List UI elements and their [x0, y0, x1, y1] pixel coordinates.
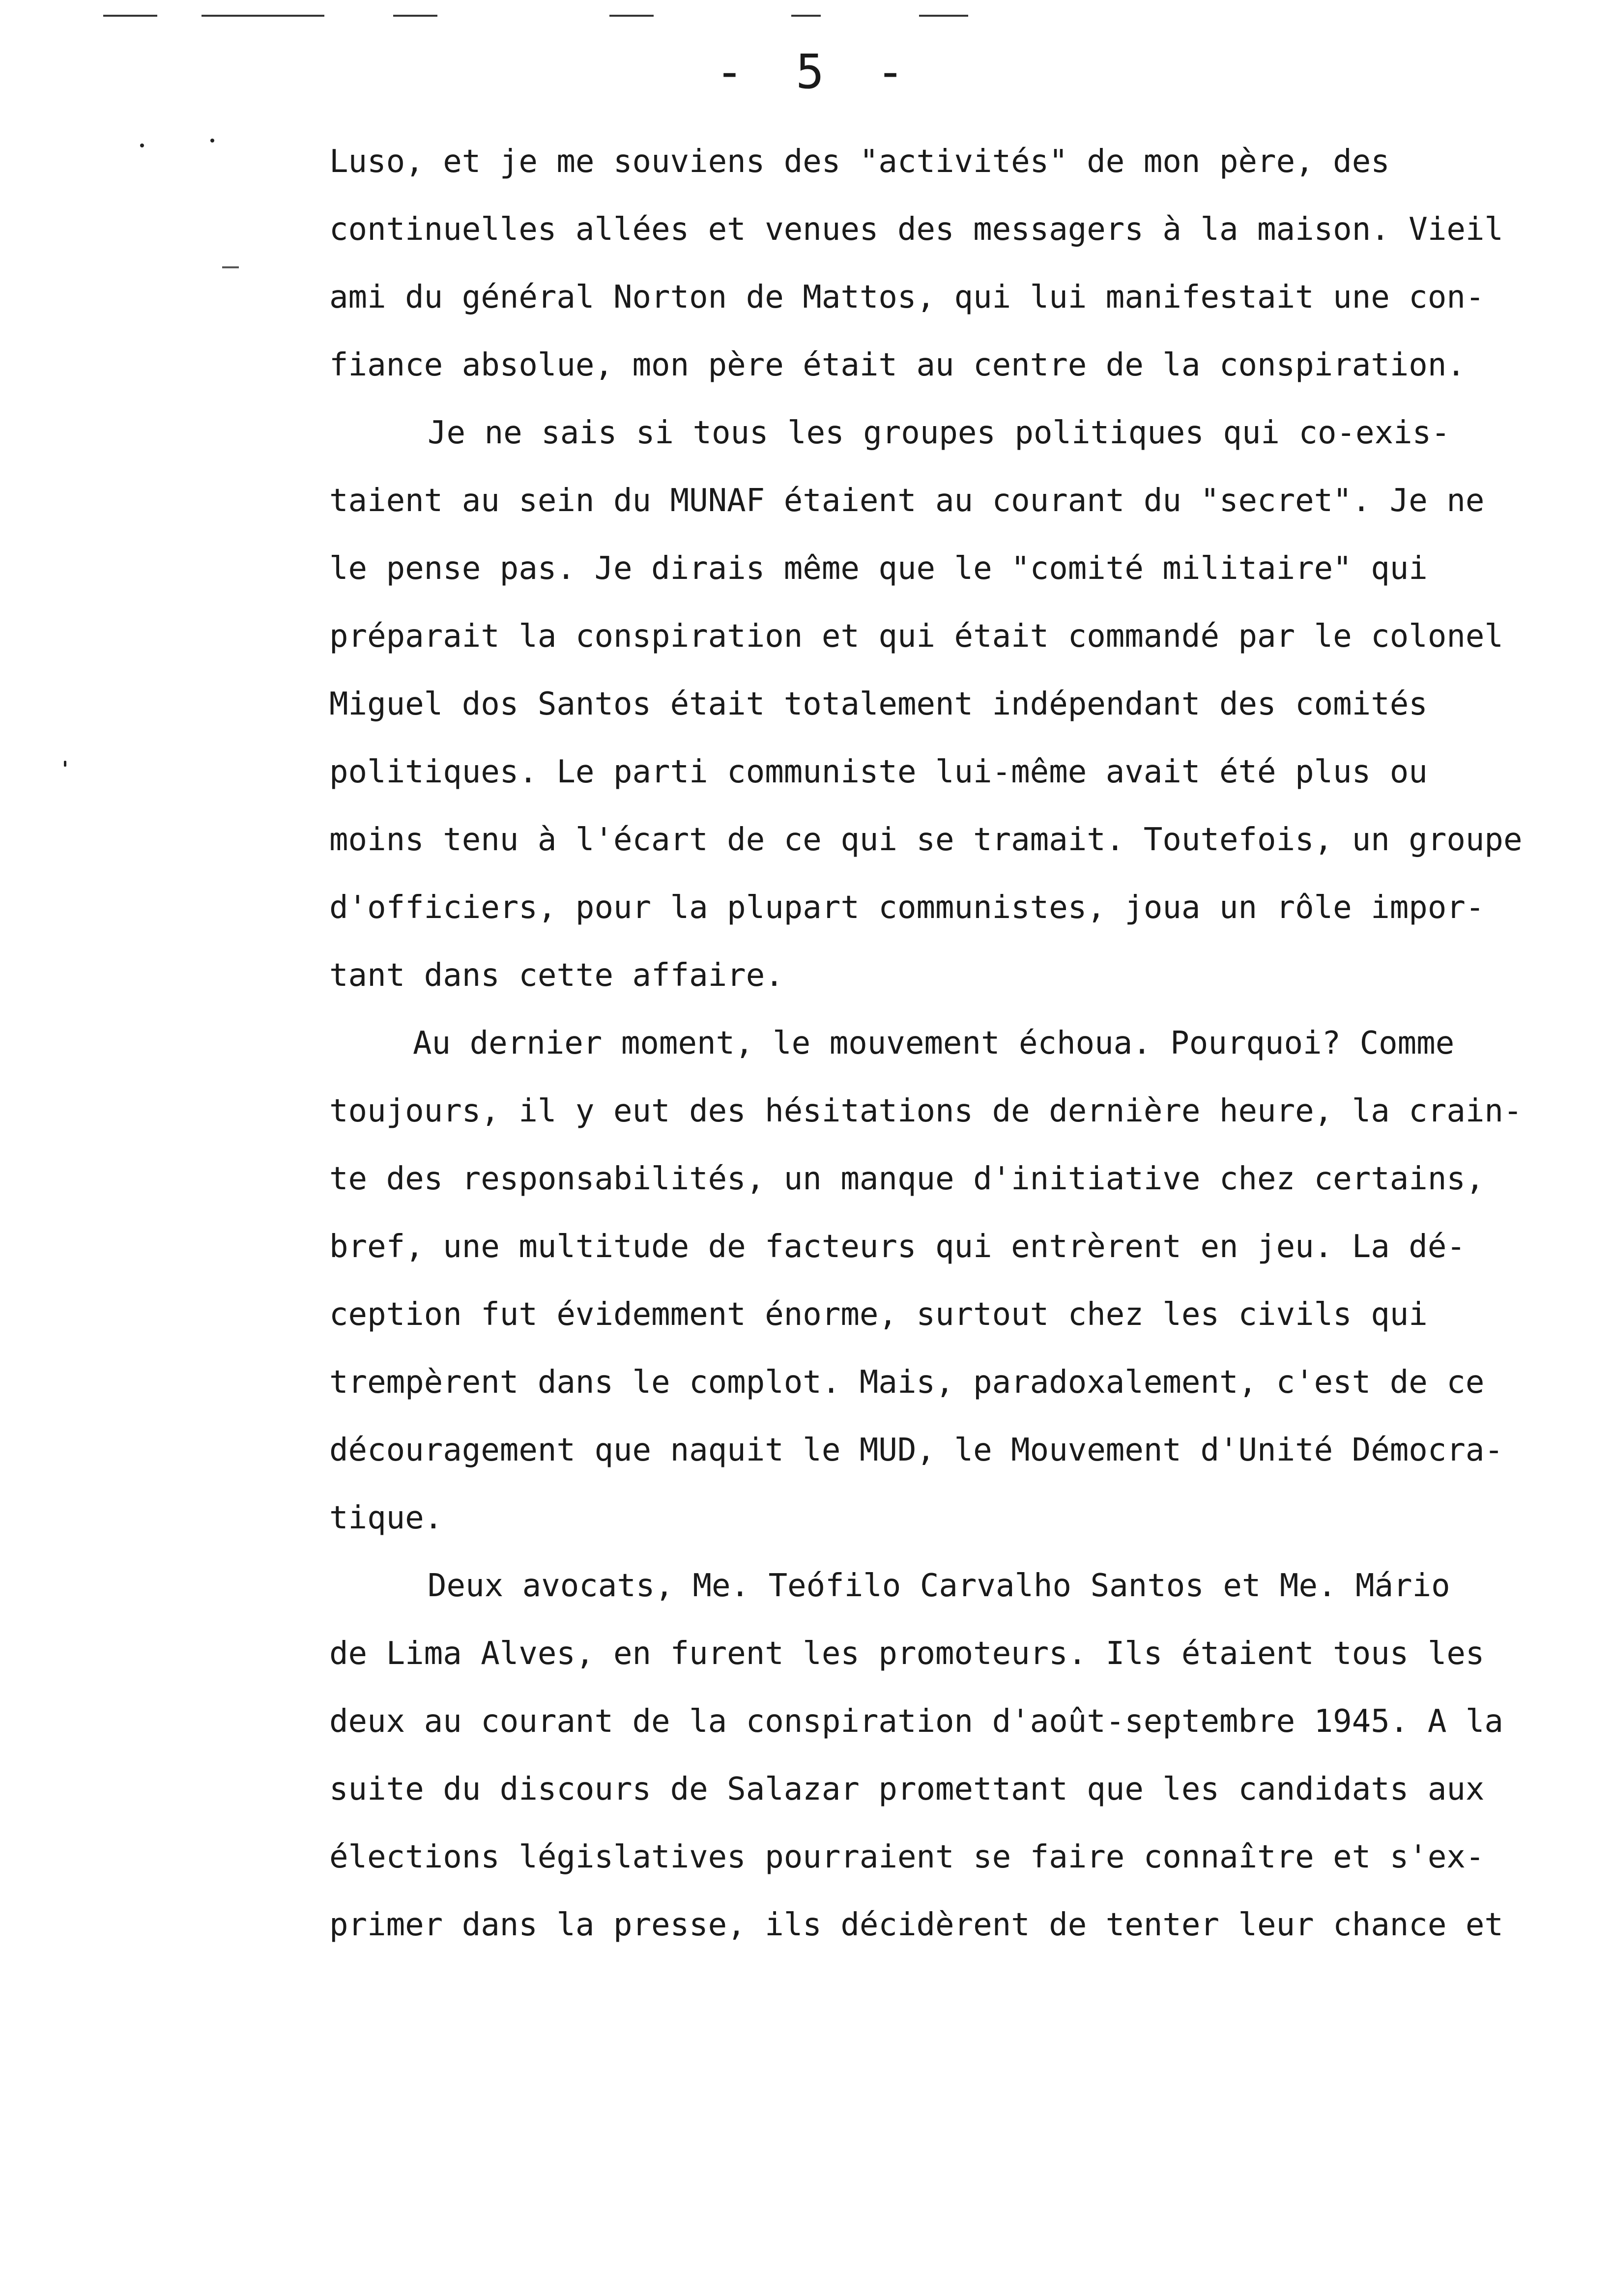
text-line: Au dernier moment, le mouvement échoua. Pourquoi? Comme	[413, 1025, 1455, 1062]
text-line: moins tenu à l'écart de ce qui se tramait. Toutefois, un groupe	[329, 822, 1523, 858]
margin-speck	[140, 144, 144, 147]
text-line: le pense pas. Je dirais même que le "comité militaire" qui	[329, 550, 1428, 587]
margin-mark	[222, 266, 239, 268]
text-line: deux au courant de la conspiration d'août-septembre 1945. A la	[329, 1703, 1503, 1740]
text-line: continuelles allées et venues des messagers à la maison. Vieil	[329, 211, 1503, 248]
text-line: Miguel dos Santos était totalement indépendant des comités	[329, 686, 1428, 722]
top-rule	[919, 15, 968, 17]
top-rule	[609, 15, 654, 17]
text-line: tique.	[329, 1500, 443, 1536]
top-rule	[791, 15, 821, 17]
text-line: primer dans la presse, ils décidèrent de tenter leur chance et	[329, 1907, 1503, 1943]
text-line: ception fut évidemment énorme, surtout chez les civils qui	[329, 1296, 1428, 1333]
top-rule	[202, 15, 324, 17]
top-rule	[103, 15, 157, 17]
text-line: suite du discours de Salazar promettant que les candidats aux	[329, 1771, 1485, 1808]
text-line: tant dans cette affaire.	[329, 957, 784, 994]
text-line: élections législatives pourraient se faire connaître et s'ex-	[329, 1839, 1485, 1875]
text-line: te des responsabilités, un manque d'initiative chez certains,	[329, 1161, 1485, 1197]
text-line: découragement que naquit le MUD, le Mouvement d'Unité Démocra-	[329, 1432, 1503, 1468]
text-line: Je ne sais si tous les groupes politiques qui co-exis-	[428, 415, 1450, 451]
text-line: taient au sein du MUNAF étaient au courant du "secret". Je ne	[329, 483, 1485, 519]
text-line: de Lima Alves, en furent les promoteurs. Ils étaient tous les	[329, 1636, 1485, 1672]
text-line: fiance absolue, mon père était au centre de la conspiration.	[329, 347, 1466, 383]
text-line: ami du général Norton de Mattos, qui lui manifestait une con-	[329, 279, 1485, 316]
text-line: toujours, il y eut des hésitations de dernière heure, la crain-	[329, 1093, 1523, 1129]
text-line: Luso, et je me souviens des "activités" de mon père, des	[329, 144, 1390, 180]
text-line: bref, une multitude de facteurs qui entrèrent en jeu. La dé-	[329, 1229, 1466, 1265]
document-body	[329, 128, 1607, 1959]
text-line: trempèrent dans le complot. Mais, paradoxalement, c'est de ce	[329, 1364, 1485, 1401]
top-rule	[393, 15, 437, 17]
margin-speck	[64, 761, 66, 767]
text-line: politiques. Le parti communiste lui-même avait été plus ou	[329, 754, 1428, 790]
text-line: d'officiers, pour la plupart communistes, joua un rôle impor-	[329, 890, 1485, 926]
text-line: préparait la conspiration et qui était commandé par le colonel	[329, 618, 1503, 655]
text-line: Deux avocats, Me. Teófilo Carvalho Santos et Me. Mário	[428, 1568, 1450, 1604]
page-number: - 5 -	[715, 44, 917, 99]
margin-speck	[210, 139, 214, 143]
